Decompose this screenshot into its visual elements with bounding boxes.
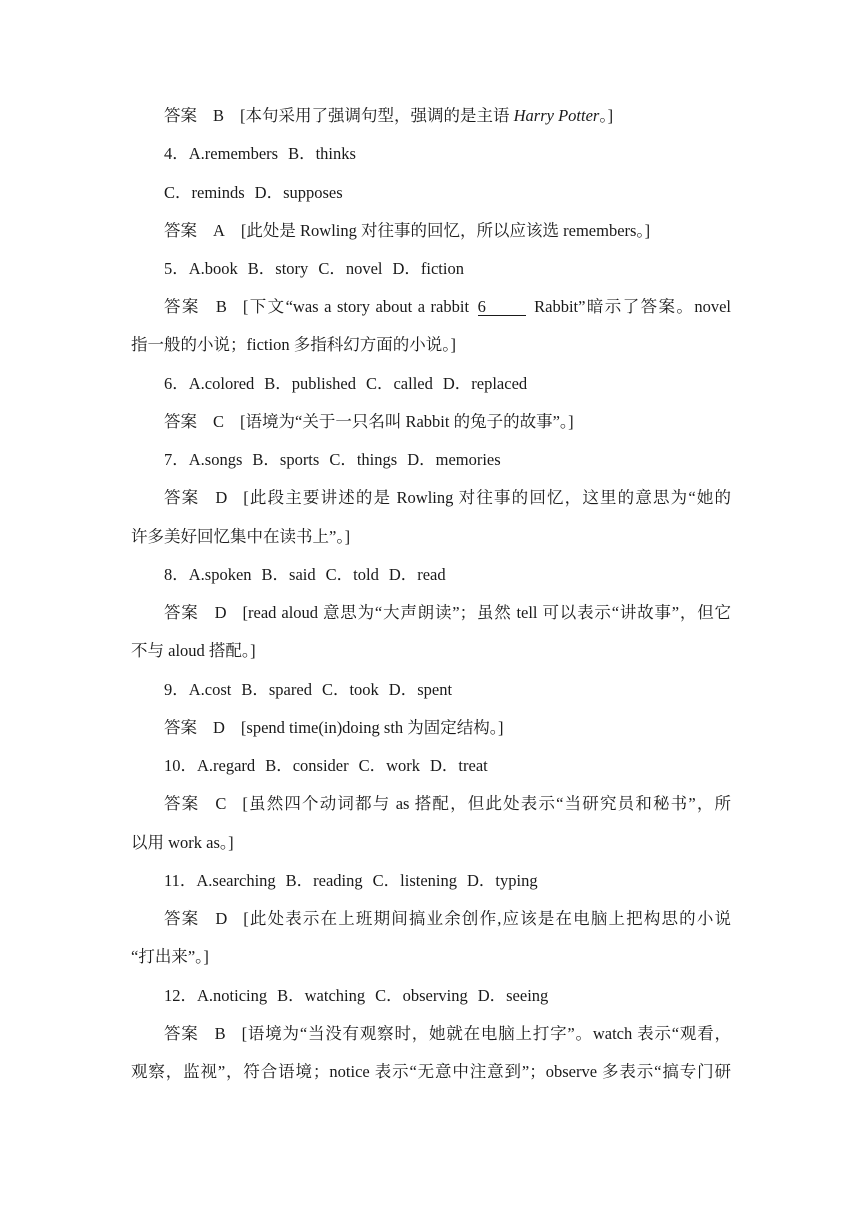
answer-line-10-cont [131,833,731,853]
answer-line-7-cont [131,527,731,547]
question-6-options [164,374,731,394]
answer-label: 答案 [164,909,200,928]
explanation-text: “打出来”。] [131,947,209,966]
option-a: A.colored [188,374,255,393]
answer-letter: C [213,412,225,431]
answer-line-11 [164,909,731,929]
option-d: D．spent [388,680,453,699]
explanation-text: [spend time(in)doing sth 为固定结构。] [240,718,504,737]
option-b: B．said [261,565,316,584]
option-c: C．novel [318,259,383,278]
option-a: A.searching [196,871,276,890]
explanation-text: [此处表示在上班期间搞业余创作,应该是在电脑上把构思的小说 [243,909,732,928]
answer-line-8 [164,603,731,623]
explanation-text: 指一般的小说；fiction 多指科幻方面的小说。] [131,335,456,354]
option-c: C．reminds [164,183,245,202]
answer-letter: C [215,794,227,813]
answer-line-8-cont [131,641,731,661]
answer-letter: D [214,603,227,622]
question-8-options [164,565,731,585]
option-a: A.cost [188,680,232,699]
answer-label: 答案 [164,412,197,431]
option-a: A.spoken [188,565,252,584]
option-d: D．fiction [392,259,464,278]
answer-line-7 [164,488,731,508]
answer-line-12 [164,1024,731,1044]
question-4-options-cont [164,183,731,203]
question-number: 6． [164,374,189,393]
question-10-options [164,756,731,776]
option-c: C．work [358,756,421,775]
explanation-text: 以用 work as。] [131,833,234,852]
question-4-options [164,144,731,164]
answer-line-9 [164,718,731,738]
explanation-text: 许多美好回忆集中在读书上”。] [131,527,351,546]
question-12-options [164,986,731,1006]
explanation-text-end: Rabbit”暗示了答案。novel [528,297,731,316]
question-number: 12． [164,986,197,1005]
answer-line-4 [164,221,731,241]
question-number: 7． [164,450,189,469]
option-c: C．took [321,680,379,699]
answer-letter: D [215,488,228,507]
option-d: D．supposes [254,183,343,202]
question-number: 5． [164,259,189,278]
option-b: B．spared [241,680,312,699]
explanation-text-end: 。] [599,106,614,125]
explanation-text: [read aloud 意思为“大声朗读”；虽然 tell 可以表示“讲故事”，但它 [242,603,731,622]
answer-label: 答案 [164,603,199,622]
option-d: D．memories [407,450,501,469]
explanation-text: [语境为“关于一只名叫 Rabbit 的兔子的故事”。] [240,412,574,431]
explanation-text: [虽然四个动词都与 as 搭配，但此处表示“当研究员和秘书”，所 [242,794,732,813]
question-7-options [164,450,731,470]
question-5-options [164,259,731,279]
explanation-text: 观察，监视”，符合语境；notice 表示“无意中注意到”；observe 多表示“搞专门研 [131,1062,731,1081]
answer-letter: D [215,909,228,928]
option-d: D．read [388,565,446,584]
answer-label: 答案 [164,718,197,737]
answer-line-11-cont [131,947,731,967]
explanation-text: 不与 aloud 搭配。] [131,641,256,660]
answer-label: 答案 [164,297,200,316]
explanation-text: [此处是 Rowling 对往事的回忆，所以应该选 remembers。] [240,221,651,240]
option-b: B．sports [252,450,320,469]
option-b: B．story [247,259,309,278]
explanation-italic: Harry Potter [513,106,600,125]
answer-line-5-cont [131,335,731,355]
answer-letter: B [213,106,225,125]
option-b: B．reading [285,871,363,890]
option-b: B．consider [265,756,349,775]
option-d: D．replaced [442,374,528,393]
option-c: C．called [365,374,433,393]
option-d: D．treat [430,756,488,775]
question-number: 10． [164,756,197,775]
answer-line-10 [164,794,731,814]
answer-label: 答案 [164,106,197,125]
option-b: B．published [264,374,356,393]
explanation-text: [本句采用了强调句型，强调的是主语 [240,106,514,125]
question-number: 9． [164,680,189,699]
answer-letter: B [214,1024,226,1043]
question-9-options [164,680,731,700]
option-c: C．things [329,450,398,469]
explanation-text: [语境为“当没有观察时，她就在电脑上打字”。watch 表示“观看， [241,1024,731,1043]
answer-letter: B [215,297,227,316]
answer-letter: D [213,718,225,737]
answer-label: 答案 [164,794,200,813]
answer-label: 答案 [164,1024,199,1043]
option-a: A.regard [197,756,256,775]
option-c: C．listening [372,871,457,890]
answer-line-12-cont [131,1062,731,1082]
answer-label: 答案 [164,488,200,507]
option-a: A.remembers [188,144,279,163]
option-a: A.book [188,259,238,278]
option-d: D．typing [466,871,538,890]
question-number: 8． [164,565,189,584]
option-b: B．thinks [288,144,356,163]
option-b: B．watching [277,986,366,1005]
answer-line-6 [164,412,731,432]
option-a: A.noticing [197,986,268,1005]
option-c: C．observing [375,986,468,1005]
question-number: 4． [164,144,189,163]
option-c: C．told [325,565,379,584]
answer-letter: A [213,221,225,240]
answer-label: 答案 [164,221,197,240]
answer-line-5 [164,297,731,317]
explanation-text: [此段主要讲述的是 Rowling 对往事的回忆，这里的意思为“她的 [243,488,731,507]
option-a: A.songs [188,450,243,469]
question-11-options [164,871,731,891]
explanation-text: [下文“was a story about a rabbit [242,297,475,316]
question-number: 11． [164,871,197,890]
answer-line-3 [164,106,731,126]
blank-number: 6 [478,299,526,316]
option-d: D．seeing [477,986,549,1005]
